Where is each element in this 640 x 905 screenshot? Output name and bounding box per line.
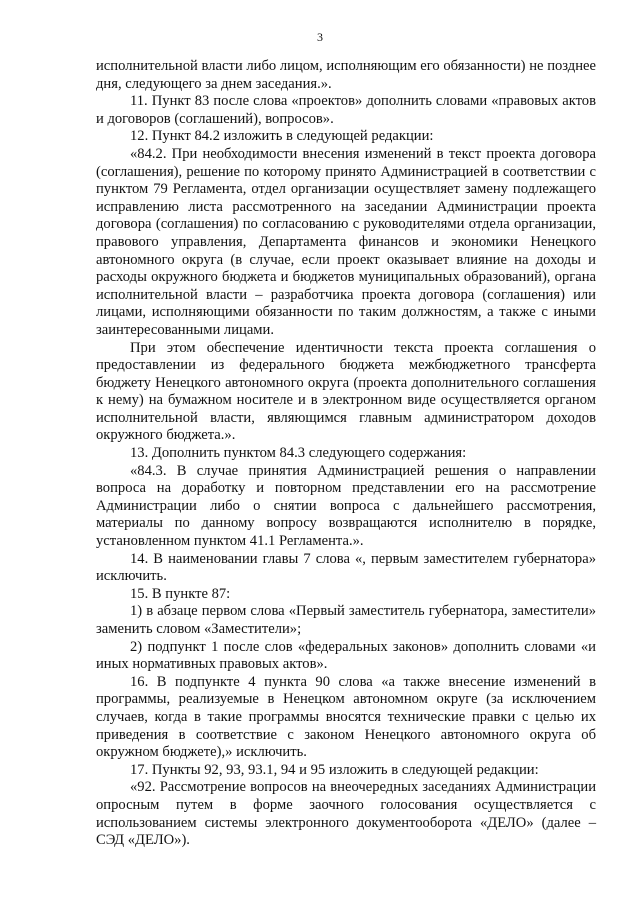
paragraph-continuation: исполнительной власти либо лицом, исполняющим его обязанности) не позднее дня, следующего за днем заседания.».: [96, 58, 596, 92]
paragraph-92-text: «92. Рассмотрение вопросов на внеочередных заседаниях Администрации опросным путем в форме заочного голосования осуществляется с использованием системы электронного документооборота «ДЕЛО» (далее – СЭД «ДЕЛО»).: [96, 779, 596, 849]
paragraph-item-16: 16. В подпункте 4 пункта 90 слова «а также внесение изменений в программы, реализуемые в Ненецком автономном округе (за исключением случаев, когда в такие программы вносятся технические правки с целью их приведения в соответствие с законом Ненецкого автономного округа об окружном бюджете),» исключить.: [96, 673, 596, 761]
paragraph-84-2-continuation: При этом обеспечение идентичности текста проекта соглашения о предоставлении из федерального бюджета межбюджетного трансферта бюджету Ненецкого автономного округа (проекта дополнительного соглашения к нему) на бумажном носителе и в электронном виде осуществляется органом исполнительной власти, являющимся главным администратором доходов окружного бюджета.».: [96, 339, 596, 444]
paragraph-item-15-1: 1) в абзаце первом слова «Первый заместитель губернатора, заместители» заменить словом «Заместители»;: [96, 603, 596, 637]
paragraph-item-14: 14. В наименовании главы 7 слова «, первым заместителем губернатора» исключить.: [96, 550, 596, 585]
paragraph-item-15: 15. В пункте 87:: [130, 585, 231, 602]
paragraph-item-13: 13. Дополнить пунктом 84.3 следующего содержания:: [130, 445, 467, 462]
paragraph-84-2-text: «84.2. При необходимости внесения изменений в текст проекта договора (соглашения), решение по которому принято Администрацией в соответствии с пунктом 79 Регламента, отдел организации осуществляет замену подлежащего исправлению листа рассмотренного на заседании Администрации проекта договора (соглашения) по согласованию с руководителями отдела организации, правового управления, Департамента финансов и экономики Ненецкого автономного округа (в случае, если проект оказывает влияние на доходы и расходы окружного бюджета и бюджетов муниципальных образований), органа исполнительной власти – разработчика проекта договора (соглашения) или лицами, исполняющими обязанности по таким должностям, а также с иными заинтересованными лицами.: [96, 145, 596, 338]
paragraph-item-11: 11. Пункт 83 после слова «проектов» дополнить словами «правовых актов и договоров (соглашений), вопросов».: [96, 93, 596, 127]
paragraph-item-12: 12. Пункт 84.2 изложить в следующей редакции:: [130, 128, 434, 145]
page-number: 3: [317, 30, 323, 44]
paragraph-item-17: 17. Пункты 92, 93, 93.1, 94 и 95 изложить в следующей редакции:: [130, 761, 539, 778]
paragraph-84-3-text: «84.3. В случае принятия Администрацией решения о направлении вопроса на доработку и повторном представлении его на рассмотрение Администрации либо о снятии вопроса с дальнейшего рассмотрения, материалы по данному вопросу возвращаются исполнителю в порядке, установленном пунктом 41.1 Регламента.».: [96, 462, 596, 550]
document-body: [96, 58, 596, 850]
paragraph-item-15-2: 2) подпункт 1 после слов «федеральных законов» дополнить словами «и иных нормативных правовых актов».: [96, 638, 596, 673]
